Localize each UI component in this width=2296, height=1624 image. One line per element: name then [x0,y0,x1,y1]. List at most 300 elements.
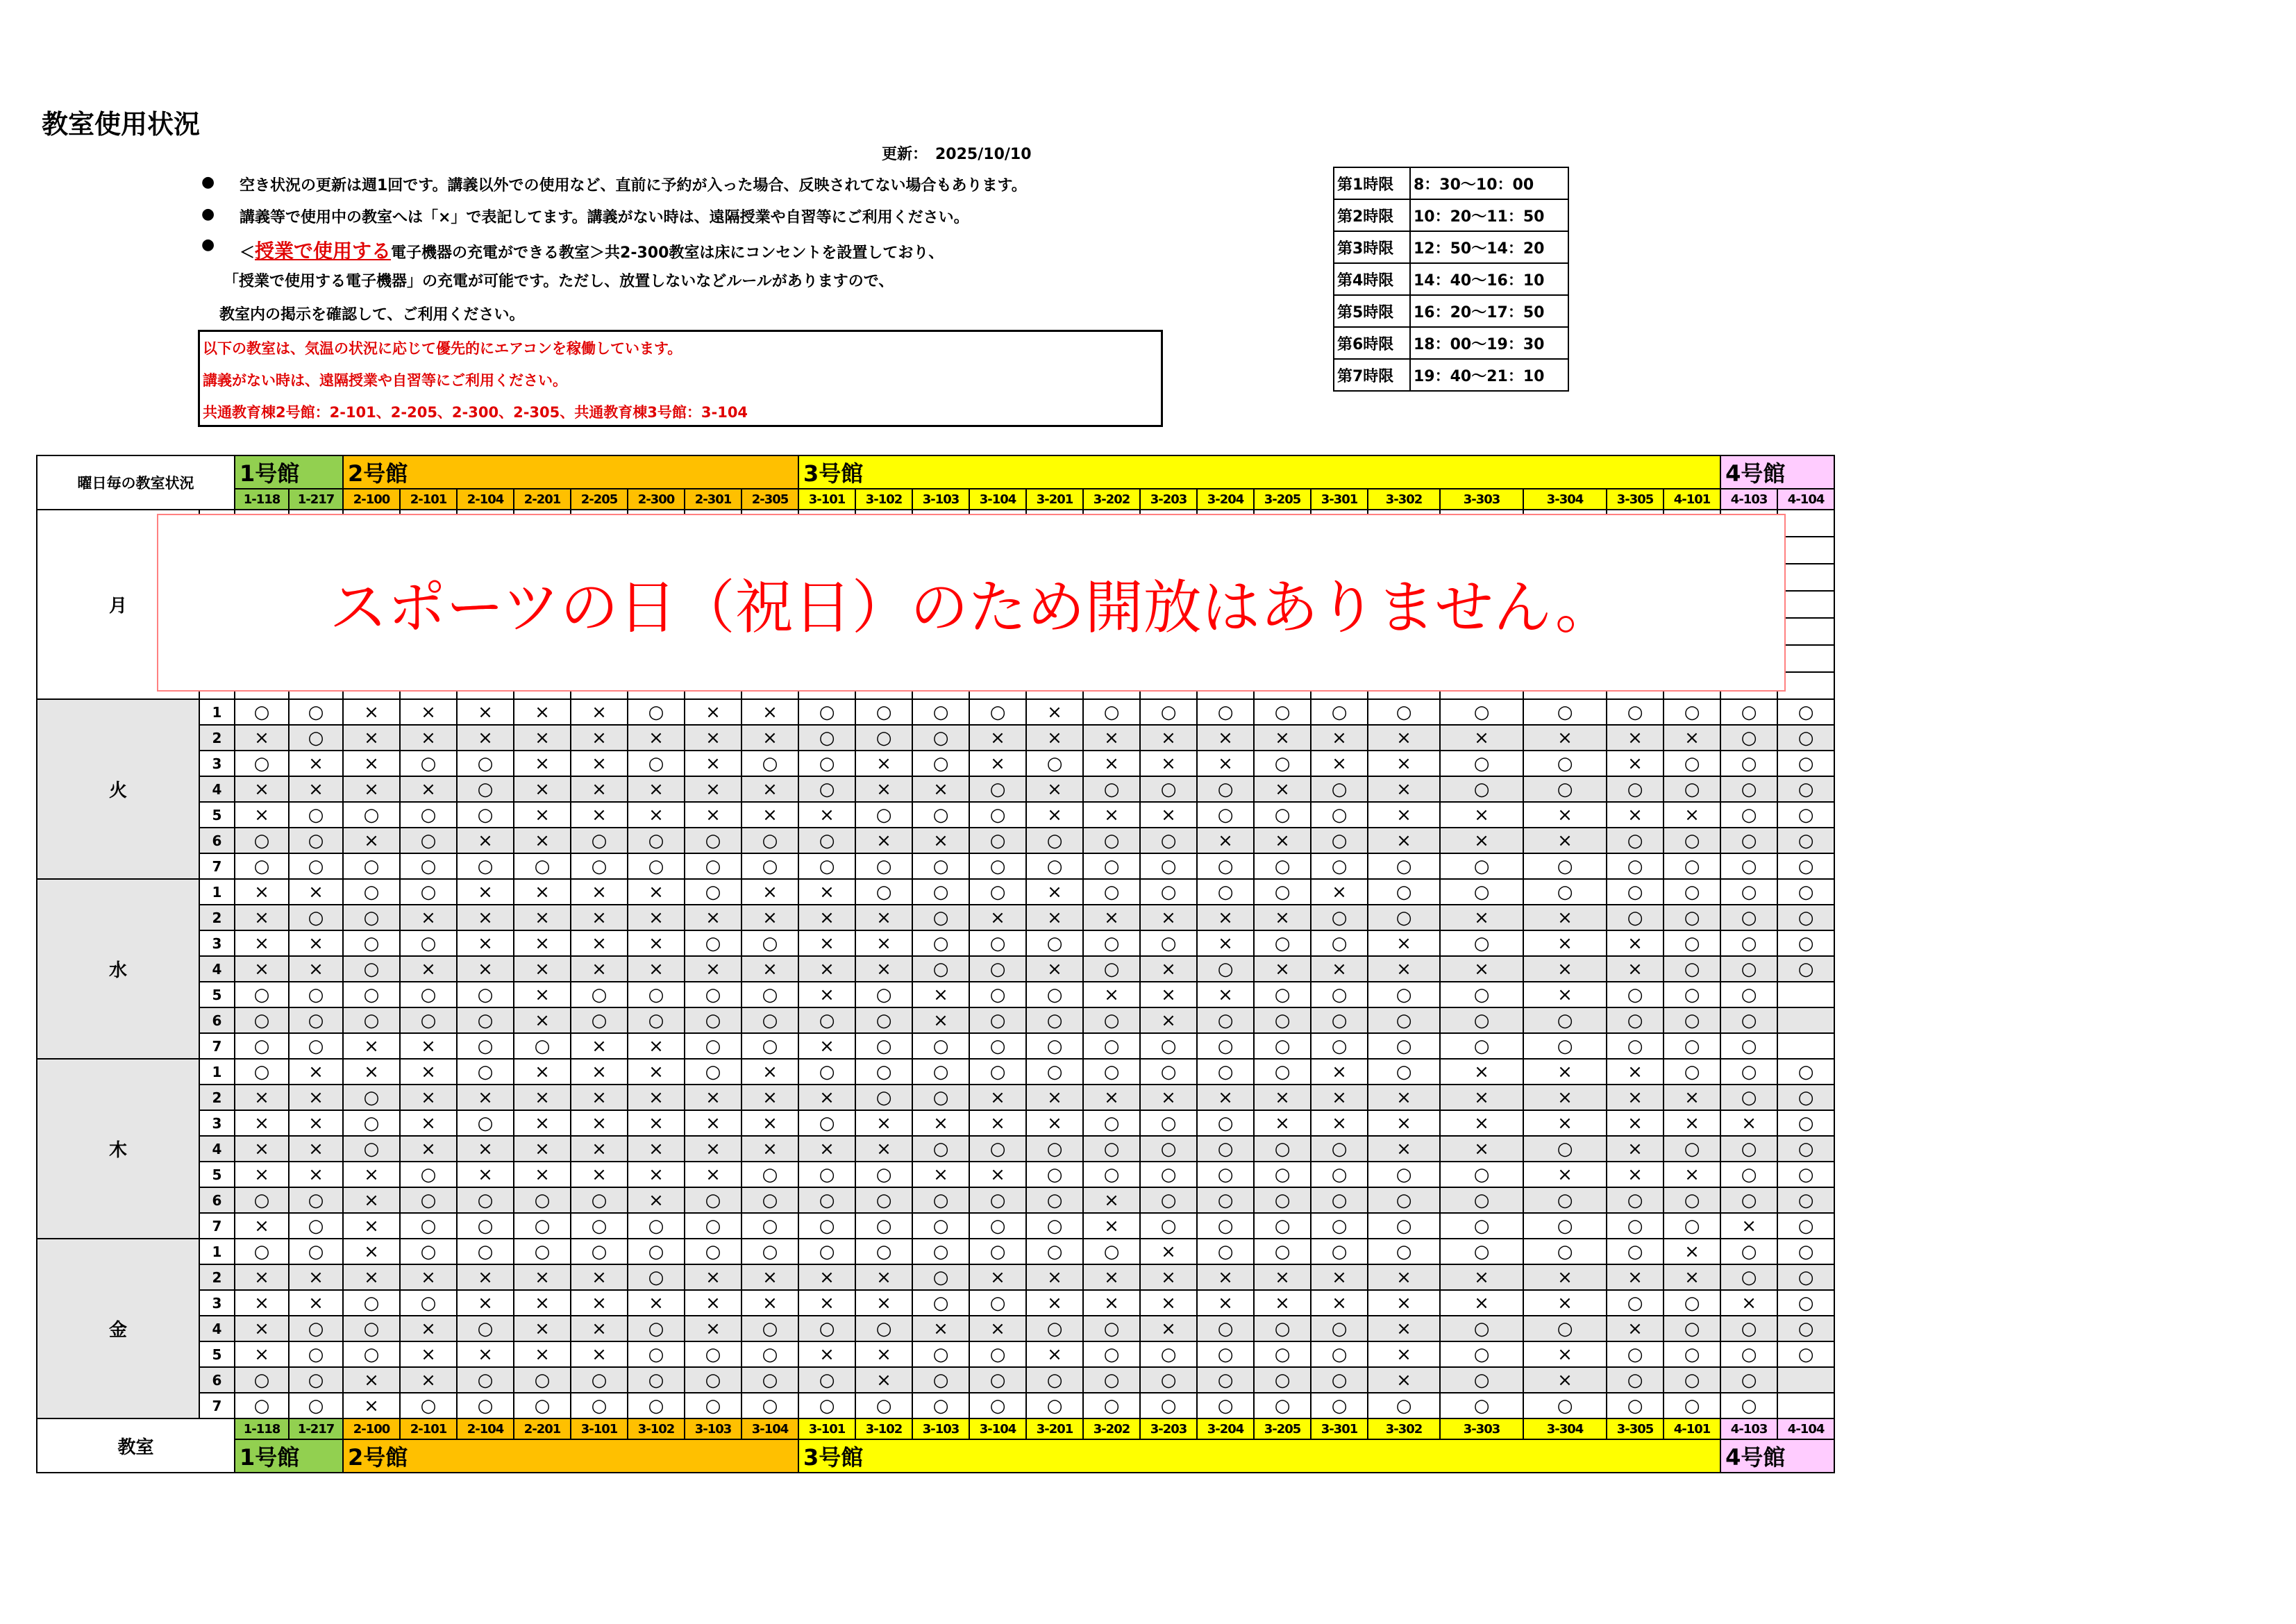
occupied-cell: × [400,699,457,725]
occupied-cell: × [1368,1367,1440,1393]
available-cell: ○ [1026,828,1083,853]
available-cell: ○ [400,1213,457,1239]
available-cell: ○ [1254,1162,1311,1187]
available-cell: ○ [1311,930,1368,956]
available-cell: ○ [969,930,1026,956]
available-cell: ○ [912,1033,969,1059]
occupied-cell: × [457,930,514,956]
available-cell: ○ [1440,1007,1523,1033]
period-number: 2 [199,1085,235,1110]
occupied-cell: × [798,1264,855,1290]
occupied-cell: × [514,1264,571,1290]
available-cell [1777,1393,1834,1418]
occupied-cell: × [400,956,457,982]
occupied-cell: × [1368,1316,1440,1341]
room-number: 4-103 [1720,1418,1777,1439]
available-cell: ○ [628,751,685,776]
occupied-cell: × [571,1162,628,1187]
available-cell: ○ [1197,699,1254,725]
room-number: 2-104 [457,1418,514,1439]
available-cell: ○ [741,828,798,853]
period-number: 6 [199,1007,235,1033]
period-number: 7 [199,1213,235,1239]
occupied-cell: × [400,776,457,802]
available-cell: ○ [798,828,855,853]
occupied-cell: × [1607,1264,1664,1290]
occupied-cell: × [1368,1136,1440,1162]
available-cell: ○ [1664,853,1720,879]
available-cell: ○ [571,1007,628,1033]
occupied-cell: × [855,751,912,776]
available-cell: ○ [457,853,514,879]
available-cell: ○ [1523,1187,1607,1213]
occupied-cell: × [235,905,289,930]
occupied-cell: × [1664,802,1720,828]
occupied-cell: × [855,1341,912,1367]
occupied-cell: × [400,725,457,751]
available-cell: ○ [1368,1162,1440,1187]
available-cell: ○ [400,828,457,853]
available-cell: ○ [235,982,289,1007]
available-cell: ○ [571,1367,628,1393]
available-cell: ○ [1311,1033,1368,1059]
occupied-cell: × [457,1264,514,1290]
available-cell: ○ [1720,751,1777,776]
day-period-row [37,751,1834,776]
occupied-cell: × [514,1162,571,1187]
occupied-cell: × [741,956,798,982]
occupied-cell: × [289,1085,343,1110]
occupied-cell: × [628,1136,685,1162]
building-name: 1号館 [235,1439,343,1473]
available-cell: ○ [912,1393,969,1418]
building-name: 2号館 [343,455,798,489]
day-period-row [37,828,1834,853]
occupied-cell: × [855,1136,912,1162]
available-cell: ○ [685,1059,741,1085]
period-number: 2 [199,725,235,751]
available-cell: ○ [912,1059,969,1085]
available-cell: ○ [1440,930,1523,956]
available-cell: ○ [1140,1367,1197,1393]
occupied-cell: × [343,828,400,853]
available-cell: ○ [514,1187,571,1213]
available-cell: ○ [1254,1393,1311,1418]
available-cell: ○ [798,699,855,725]
available-cell: ○ [1607,699,1664,725]
day-period-row [37,879,1834,905]
available-cell: ○ [514,1367,571,1393]
available-cell: ○ [1720,1085,1777,1110]
available-cell: ○ [1720,725,1777,751]
occupied-cell: × [1440,956,1523,982]
available-cell: ○ [1254,751,1311,776]
occupied-cell: × [741,1110,798,1136]
available-cell: ○ [1607,828,1664,853]
available-cell: ○ [798,1059,855,1085]
occupied-cell: × [1607,802,1664,828]
room-number: 2-205 [571,489,628,510]
occupied-cell: × [1311,879,1368,905]
occupied-cell: × [289,956,343,982]
occupied-cell: × [969,1264,1026,1290]
occupied-cell: × [1523,828,1607,853]
note-highlight: 授業で使用する [255,240,392,262]
available-cell: ○ [1664,982,1720,1007]
room-number: 3-204 [1197,1418,1254,1439]
occupied-cell: × [1664,1239,1720,1264]
occupied-cell: × [1026,802,1083,828]
available-cell: ○ [855,1007,912,1033]
period-row [1334,327,1568,359]
available-cell: ○ [400,930,457,956]
available-cell: ○ [1140,1162,1197,1187]
available-cell: ○ [912,1213,969,1239]
available-cell: ○ [1720,828,1777,853]
period-number: 1 [199,1239,235,1264]
day-period-row [37,1239,1834,1264]
occupied-cell: × [1368,930,1440,956]
available-cell: ○ [1140,1213,1197,1239]
period-time: 10：20～11：50 [1410,199,1568,231]
occupied-cell: × [1607,956,1664,982]
occupied-cell: × [514,828,571,853]
available-cell: ○ [1664,905,1720,930]
available-cell: ○ [969,1290,1026,1316]
available-cell: ○ [1311,1341,1368,1367]
available-cell: ○ [741,982,798,1007]
available-cell: ○ [1664,776,1720,802]
occupied-cell: × [741,1290,798,1316]
occupied-cell: × [235,1264,289,1290]
occupied-cell: × [235,1162,289,1187]
available-cell: ○ [1440,1239,1523,1264]
available-cell: ○ [289,1213,343,1239]
available-cell: ○ [1140,1136,1197,1162]
available-cell: ○ [1777,1239,1834,1264]
occupied-cell: × [289,751,343,776]
available-cell: ○ [1083,956,1140,982]
occupied-cell: × [1197,982,1254,1007]
occupied-cell: × [855,905,912,930]
occupied-cell: × [685,1290,741,1316]
available-cell: ○ [1777,828,1834,853]
available-cell: ○ [1197,1162,1254,1187]
available-cell: ○ [1777,853,1834,879]
available-cell: ○ [912,1290,969,1316]
period-label: 第6時限 [1334,327,1410,359]
occupied-cell: × [571,751,628,776]
available-cell: ○ [571,1187,628,1213]
occupied-cell: × [685,776,741,802]
room-number: 4-104 [1777,489,1834,510]
available-cell: ○ [1720,1007,1777,1033]
occupied-cell: × [514,1110,571,1136]
day-label: 水 [37,879,199,1059]
occupied-cell: × [798,879,855,905]
occupied-cell: × [571,1316,628,1341]
occupied-cell: × [343,1162,400,1187]
available-cell: ○ [798,1239,855,1264]
occupied-cell: × [1311,1290,1368,1316]
available-cell: ○ [235,751,289,776]
occupied-cell: × [457,1162,514,1187]
day-period-row [37,930,1834,956]
occupied-cell: × [1026,1341,1083,1367]
room-number: 2-101 [400,1418,457,1439]
available-cell: ○ [1523,1007,1607,1033]
occupied-cell: × [1311,1085,1368,1110]
available-cell: ○ [628,1341,685,1367]
occupied-cell: × [1083,802,1140,828]
occupied-cell: × [235,956,289,982]
available-cell: ○ [1440,1187,1523,1213]
available-cell: ○ [1026,1162,1083,1187]
day-period-row [37,1136,1834,1162]
occupied-cell: × [798,1290,855,1316]
occupied-cell: × [1368,802,1440,828]
building-header-row [37,455,1834,489]
occupied-cell: × [343,1059,400,1085]
occupied-cell: × [1254,725,1311,751]
available-cell: ○ [1140,1033,1197,1059]
occupied-cell: × [798,956,855,982]
occupied-cell: × [798,1341,855,1367]
available-cell: ○ [1440,879,1523,905]
occupied-cell: × [1664,725,1720,751]
occupied-cell: × [628,776,685,802]
bullet-icon: ● [201,206,215,223]
available-cell: ○ [1607,776,1664,802]
available-cell: ○ [628,853,685,879]
occupied-cell: × [1607,1085,1664,1110]
available-cell: ○ [855,1316,912,1341]
available-cell: ○ [289,1316,343,1341]
occupied-cell: × [343,776,400,802]
availability-cell [1777,645,1834,672]
period-number: 2 [199,1264,235,1290]
available-cell: ○ [1026,853,1083,879]
available-cell: ○ [457,1239,514,1264]
available-cell: ○ [855,802,912,828]
occupied-cell: × [1140,1290,1197,1316]
occupied-cell: × [798,1136,855,1162]
available-cell: ○ [400,1187,457,1213]
occupied-cell: × [571,905,628,930]
available-cell: ○ [1311,853,1368,879]
occupied-cell: × [235,1110,289,1136]
note-text: 講義等で使用中の教室へは「×」で表記してます。講義がない時は、遠隔授業や自習等にご利用ください。 [240,209,969,226]
available-cell: ○ [1197,853,1254,879]
occupied-cell: × [1607,1316,1664,1341]
occupied-cell: × [235,879,289,905]
occupied-cell: × [1720,1110,1777,1136]
available-cell: ○ [1777,1316,1834,1341]
occupied-cell: × [400,905,457,930]
occupied-cell: × [912,776,969,802]
occupied-cell: × [1083,725,1140,751]
available-cell: ○ [685,1239,741,1264]
room-number: 3-303 [1440,489,1523,510]
available-cell: ○ [289,802,343,828]
occupied-cell: × [1140,1085,1197,1110]
available-cell: ○ [1026,1059,1083,1085]
room-number: 3-304 [1523,1418,1607,1439]
occupied-cell: × [1368,1341,1440,1367]
occupied-cell: × [235,1316,289,1341]
day-period-row [37,905,1834,930]
available-cell: ○ [1083,879,1140,905]
available-cell: ○ [1523,776,1607,802]
occupied-cell: × [1440,1110,1523,1136]
available-cell: ○ [1026,982,1083,1007]
available-cell: ○ [514,1393,571,1418]
available-cell: ○ [628,1316,685,1341]
available-cell: ○ [400,1290,457,1316]
available-cell: ○ [628,1367,685,1393]
occupied-cell: × [1026,905,1083,930]
available-cell: ○ [798,751,855,776]
occupied-cell: × [1523,905,1607,930]
occupied-cell: × [1026,879,1083,905]
occupied-cell: × [1197,1264,1254,1290]
available-cell: ○ [1197,1367,1254,1393]
available-cell: ○ [1720,879,1777,905]
period-number: 5 [199,802,235,828]
occupied-cell: × [1440,1264,1523,1290]
available-cell: ○ [289,982,343,1007]
room-number: 1-217 [289,489,343,510]
day-period-row [37,1393,1834,1418]
occupied-cell: × [1523,802,1607,828]
period-number: 1 [199,699,235,725]
available-cell: ○ [1720,1316,1777,1341]
occupied-cell: × [343,751,400,776]
occupied-cell: × [457,1085,514,1110]
day-period-row [37,982,1834,1007]
available-cell: ○ [457,1007,514,1033]
occupied-cell: × [628,905,685,930]
available-cell: ○ [1664,1316,1720,1341]
available-cell: ○ [1254,1316,1311,1341]
available-cell: ○ [855,1162,912,1187]
available-cell: ○ [343,982,400,1007]
occupied-cell: × [571,1290,628,1316]
room-number: 3-102 [855,489,912,510]
available-cell: ○ [457,776,514,802]
occupied-cell: × [1368,776,1440,802]
room-number: 3-104 [969,1418,1026,1439]
available-cell: ○ [1607,853,1664,879]
available-cell [1777,1007,1834,1033]
period-row [1334,231,1568,263]
occupied-cell: × [571,1136,628,1162]
day-period-row [37,725,1834,751]
available-cell: ○ [1311,828,1368,853]
occupied-cell: × [1026,1264,1083,1290]
day-period-row [37,956,1834,982]
occupied-cell: × [1311,1059,1368,1085]
available-cell: ○ [289,828,343,853]
available-cell: ○ [912,905,969,930]
occupied-cell: × [798,1033,855,1059]
available-cell: ○ [741,1367,798,1393]
period-number: 4 [199,956,235,982]
day-period-row [37,1341,1834,1367]
available-cell: ○ [1083,1110,1140,1136]
available-cell: ○ [1197,1239,1254,1264]
available-cell: ○ [400,879,457,905]
available-cell: ○ [741,1187,798,1213]
available-cell: ○ [1720,853,1777,879]
period-row [1334,199,1568,231]
available-cell: ○ [1254,1341,1311,1367]
available-cell: ○ [912,751,969,776]
period-number: 7 [199,853,235,879]
available-cell: ○ [1664,1290,1720,1316]
available-cell: ○ [1720,956,1777,982]
occupied-cell: × [1720,1213,1777,1239]
available-cell: ○ [1026,1239,1083,1264]
available-cell: ○ [741,1341,798,1367]
available-cell: ○ [1368,1187,1440,1213]
room-number: 3-102 [628,1418,685,1439]
occupied-cell: × [1083,1264,1140,1290]
period-number: 2 [199,905,235,930]
occupied-cell: × [400,1085,457,1110]
available-cell: ○ [798,1187,855,1213]
occupied-cell: × [912,1162,969,1187]
available-cell: ○ [969,879,1026,905]
occupied-cell: × [1523,725,1607,751]
occupied-cell: × [741,905,798,930]
occupied-cell: × [571,802,628,828]
occupied-cell: × [1607,1110,1664,1136]
occupied-cell: × [1523,930,1607,956]
available-cell: ○ [289,1033,343,1059]
occupied-cell: × [457,956,514,982]
available-cell: ○ [1368,1007,1440,1033]
occupied-cell: × [912,1007,969,1033]
occupied-cell: × [514,930,571,956]
available-cell: ○ [912,699,969,725]
occupied-cell: × [1197,725,1254,751]
available-cell: ○ [1607,879,1664,905]
occupied-cell: × [289,1110,343,1136]
available-cell: ○ [289,725,343,751]
period-number: 7 [199,1033,235,1059]
available-cell: ○ [1140,1393,1197,1418]
period-label: 第7時限 [1334,359,1410,391]
available-cell: ○ [685,828,741,853]
note-text: 空き状況の更新は週1回です。講義以外での使用など、直前に予約が入った場合、反映されてない場合もあります。 [240,177,1027,194]
period-time: 8：30～10：00 [1410,167,1568,199]
available-cell: ○ [912,1341,969,1367]
room-number: 2-305 [741,489,798,510]
occupied-cell: × [457,828,514,853]
available-cell: ○ [685,879,741,905]
footer-label: 教室 [37,1418,235,1473]
room-number: 2-100 [343,489,400,510]
available-cell: ○ [457,751,514,776]
occupied-cell: × [912,1110,969,1136]
day-period-row [37,1059,1834,1085]
day-period-row [37,1316,1834,1341]
building-name: 3号館 [798,1439,1720,1473]
day-period-row [37,1110,1834,1136]
occupied-cell: × [1368,1085,1440,1110]
room-number: 4-101 [1664,1418,1720,1439]
